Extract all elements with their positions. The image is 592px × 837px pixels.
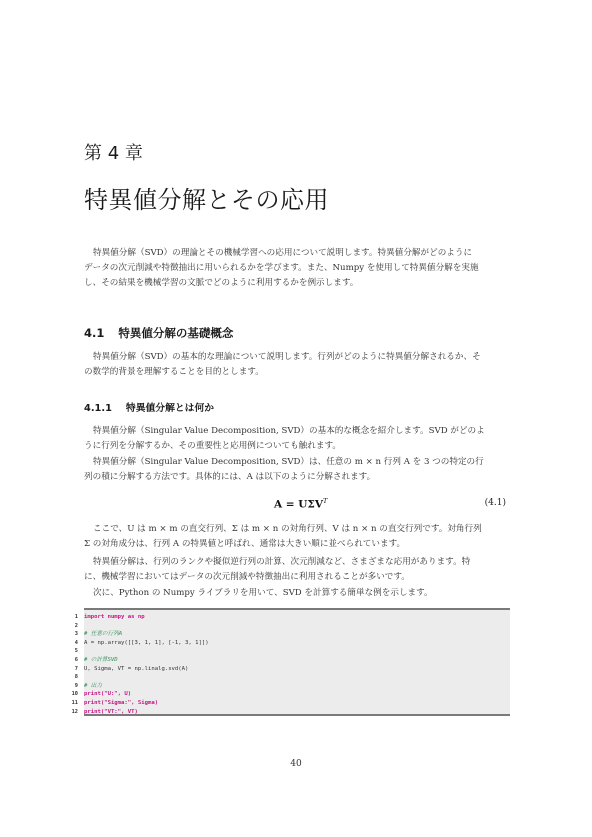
paragraph-line: 次に、Python の Numpy ライブラリを用いて、SVD を計算する簡単な例を示します。 — [93, 588, 433, 598]
section-number: 4.1 — [84, 326, 105, 340]
intro-line: データの次元削減や特徴抽出に用いられるかを学びます。また、Numpy を使用して特異値分解を実施 — [84, 263, 479, 274]
code-text: print("Sigma:", Sigma) — [84, 700, 159, 706]
subsection-paragraph-1 — [84, 424, 508, 454]
code-line — [71, 699, 510, 708]
code-text: # 任意の行列A — [84, 631, 123, 638]
paragraph-line: に、機械学習においてはデータの次元削減や特徴抽出に利用されることが多いです。 — [84, 572, 410, 583]
subsection-paragraph-3 — [84, 522, 508, 552]
intro-line: し、その結果を機械学習の文脈でどのように利用するかを例示します。 — [84, 278, 359, 289]
subsection-heading-4-1-1 — [84, 400, 214, 414]
paragraph-line: 特異値分解（Singular Value Decomposition, SVD）の基本的な概念を紹介します。SVD がどのよ — [93, 426, 485, 436]
line-number: 6 — [74, 657, 78, 663]
line-number: 11 — [71, 700, 78, 706]
chapter-title: 特異値分解とその応用 — [84, 186, 329, 214]
code-text: print("VT:", VT) — [84, 708, 138, 715]
paragraph-line: ここで、U は m × m の直交行列、Σ は m × n の対角行列、V は n × n の直交行列です。対角行列 — [93, 524, 482, 534]
equation-4-1 — [84, 497, 508, 515]
section-title: 特異値分解の基礎概念 — [118, 326, 234, 340]
code-line — [71, 690, 510, 699]
line-number: 4 — [74, 639, 78, 646]
code-text: import numpy as np — [84, 614, 145, 620]
subsection-paragraph-4 — [84, 555, 508, 585]
code-line — [74, 673, 510, 682]
subsection-paragraph-2 — [84, 455, 508, 485]
equation-body: A = UΣV — [274, 498, 323, 511]
code-line — [74, 630, 510, 639]
paragraph-line: 特異値分解は、行列のランクや擬似逆行列の計算、次元削減など、さまざまな応用があります。特 — [93, 557, 471, 567]
code-text: # 出力 — [84, 682, 102, 689]
code-text: print("U:", U) — [84, 691, 132, 698]
code-line — [74, 622, 510, 631]
code-line — [74, 647, 510, 656]
subsection-number: 4.1.1 — [84, 403, 112, 414]
page-number: 40 — [290, 759, 302, 769]
subsection-title: 特異値分解とは何か — [125, 403, 215, 414]
line-number: 1 — [74, 614, 78, 620]
section-heading-4-1 — [84, 325, 233, 341]
code-text: # の計算SVD — [84, 657, 118, 663]
line-number: 8 — [74, 674, 78, 681]
line-number: 3 — [74, 631, 78, 638]
paragraph-line: の数学的背景を理解することを目的とします。 — [84, 367, 264, 378]
line-number: 12 — [71, 708, 78, 715]
line-number: 10 — [71, 691, 78, 698]
equation-formula — [274, 497, 327, 511]
code-line — [71, 708, 510, 717]
code-text: A = np.array([[3, 1, 1], [-1, 3, 1]]) — [84, 639, 209, 646]
intro-line: 特異値分解（SVD）の理論とその機械学習への応用について説明します。特異値分解がどのように — [93, 248, 473, 258]
paragraph-line: 特異値分解（SVD）の基本的な理論について説明します。行列がどのように特異値分解されるか、そ — [93, 352, 481, 362]
line-number: 9 — [74, 682, 78, 689]
subsection-paragraph-5 — [84, 586, 508, 601]
paragraph-line: Σ の対角成分は、行列 A の特異値と呼ばれ、通常は大きい順に並べられています。 — [84, 539, 406, 550]
code-line — [74, 682, 510, 691]
line-number: 5 — [74, 648, 78, 655]
line-number: 7 — [74, 665, 78, 672]
paragraph-line: 特異値分解（Singular Value Decomposition, SVD）は、任意の m × n 行列 A を 3 つの特定の行 — [93, 457, 484, 467]
code-line — [74, 613, 510, 622]
paragraph-line: うに行列を分解するか、その重要性と応用例についても触れます。 — [84, 441, 341, 452]
section-4-1-paragraph — [84, 350, 508, 380]
paragraph-line: 列の積に分解する方法です。具体的には、A は以下のように分解されます。 — [84, 472, 376, 483]
code-line — [74, 656, 510, 665]
equation-superscript: T — [322, 497, 328, 505]
chapter-label: 第 4 章 — [84, 143, 143, 164]
intro-paragraph — [84, 246, 508, 292]
code-listing — [71, 608, 510, 716]
code-text: U, Sigma, VT = np.linalg.svd(A) — [84, 665, 189, 672]
equation-number: (4.1) — [484, 498, 506, 508]
code-line — [74, 665, 510, 674]
line-number: 2 — [74, 622, 78, 629]
code-line — [74, 639, 510, 648]
